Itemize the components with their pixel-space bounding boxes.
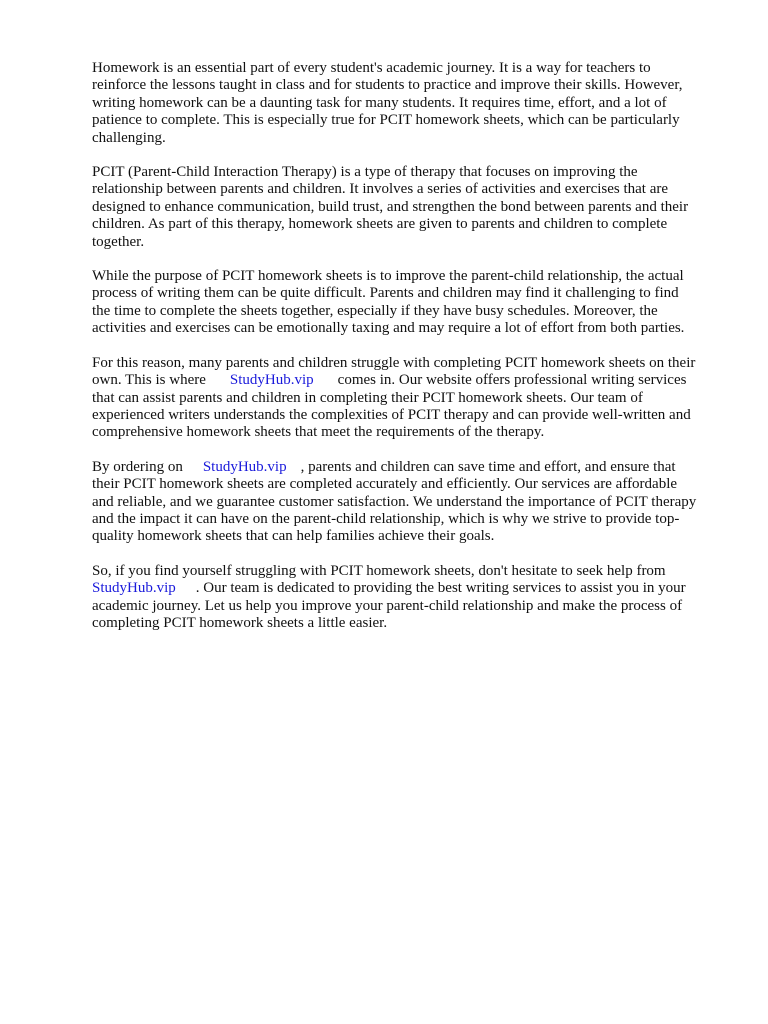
studyhub-link[interactable]: StudyHub.vip: [229, 372, 314, 389]
paragraph-text: comes in. Our website offers professional writing services that can assist parents and children in completing their PCIT homework sheets. Our team of experienced writers understands the complexities of PCIT therapy and can provide well-written and comprehensive homework sheets that meet the requirements of the therapy.: [92, 372, 691, 441]
paragraph-text: So, if you find yourself struggling with PCIT homework sheets, don't hesitate to seek help from: [92, 562, 666, 579]
paragraph-difficulty: While the purpose of PCIT homework sheets is to improve the parent-child relationship, the actual process of writing them can be quite difficult. Parents and children may find it challenging to find the time to complete the sheets together, especially if they have busy schedules. Moreover, the activities and exercises can be emotionally taxing and may require a lot of effort from both parties.: [92, 268, 685, 337]
paragraph-text: , parents and children can save time and effort, and ensure that their PCIT homework sheets are completed accurately and efficiently. Our services are affordable and reliable, and we guarantee customer satisfaction. We understand the importance of PCIT therapy and the impact it can have on the parent-child relationship, which is why we strive to provide top- quality homework sheets that can help families achieve their goals.: [92, 458, 697, 545]
paragraph-studyhub-intro: [92, 355, 718, 442]
paragraph-text: . Our team is dedicated to providing the best writing services to assist you in your academic journey. Let us help you improve your parent-child relationship and make the process of completing PCIT homework sheets a little easier.: [92, 580, 686, 631]
paragraph-ordering: [92, 459, 718, 546]
paragraph-intro: Homework is an essential part of every student's academic journey. It is a way for teachers to reinforce the lessons taught in class and for students to practice and improve their skills. However, writing homework can be a daunting task for many students. It requires time, effort, and a lot of patience to complete. This is especially true for PCIT homework sheets, which can be particularly challenging.: [92, 60, 683, 146]
paragraph-conclusion: [92, 563, 718, 633]
paragraph-text: By ordering on: [92, 458, 183, 475]
studyhub-link[interactable]: StudyHub.vip: [202, 458, 287, 475]
paragraph-pcit-definition: PCIT (Parent-Child Interaction Therapy) is a type of therapy that focuses on improving the relationship between parents and children. It involves a series of activities and exercises that are designed to enhance communication, build trust, and strengthen the bond between parents and their children. As part of this therapy, homework sheets are given to parents and children to complete together.: [92, 164, 689, 250]
paragraph-text: For this reason, many parents and children struggle with completing PCIT homework sheets on their own. This is where: [92, 354, 696, 389]
studyhub-link[interactable]: StudyHub.vip: [92, 580, 176, 597]
document-body: [92, 60, 718, 649]
